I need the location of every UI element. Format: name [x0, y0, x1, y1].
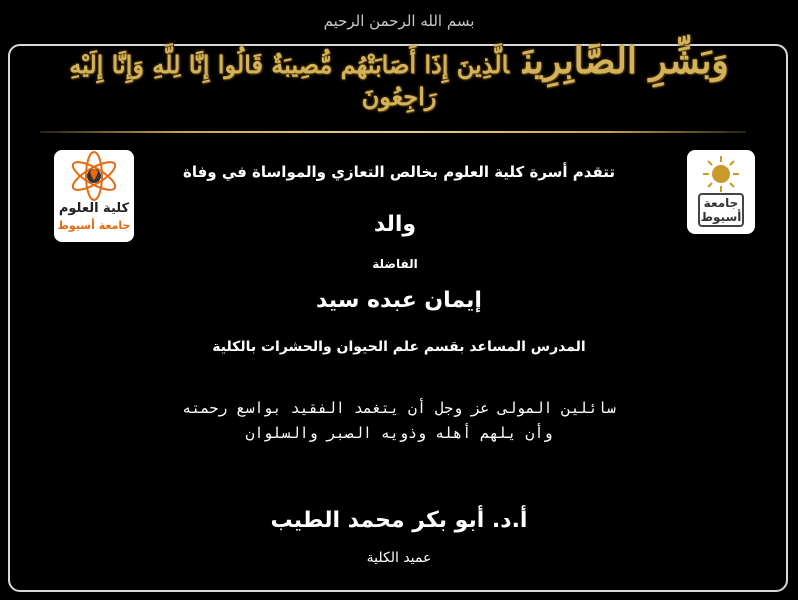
relation-text: والد [373, 212, 417, 237]
basmala-text: بسم الله الرحمن الرحيم [323, 12, 475, 30]
faculty-logo-line1: كلية العلوم [58, 201, 130, 216]
faculty-logo-line2: جامعة أسيوط [57, 219, 131, 232]
prayer-line-1: سائلين المولى عز وجل أن يتغمد الفقيد بواسع رحمته [182, 399, 616, 417]
verse-main-text: وَبَشِّرِ الصَّابِرِينَ [522, 40, 729, 82]
signatory-title: عميد الكلية [366, 550, 432, 566]
deceased-relative-name: إيمان عبده سيد [316, 288, 482, 313]
university-logo-text: جامعة أسيوط [700, 196, 742, 224]
quran-verse-calligraphy [28, 40, 770, 130]
prayer-line-2: وأن يلهم أهله وذويه الصبر والسلوان [245, 424, 553, 442]
position-line: المدرس المساعد بقسم علم الحيوان والحشرات بالكلية [212, 339, 586, 355]
honorific-text: الفاضلة [372, 257, 418, 271]
gold-divider [40, 131, 746, 133]
signatory-name: أ.د. أبو بكر محمد الطيب [270, 508, 528, 533]
intro-line: تتقدم أسرة كلية العلوم بخالص التعازي والمواساة في وفاة [182, 163, 615, 181]
verse-rest-text: الَّذِينَ إِذَا أَصَابَتْهُم مُّصِيبَةٌ قَالُوا إِنَّا لِلَّهِ وَإِنَّا إِلَيْهِ رَاجِعُونَ [69, 50, 509, 111]
